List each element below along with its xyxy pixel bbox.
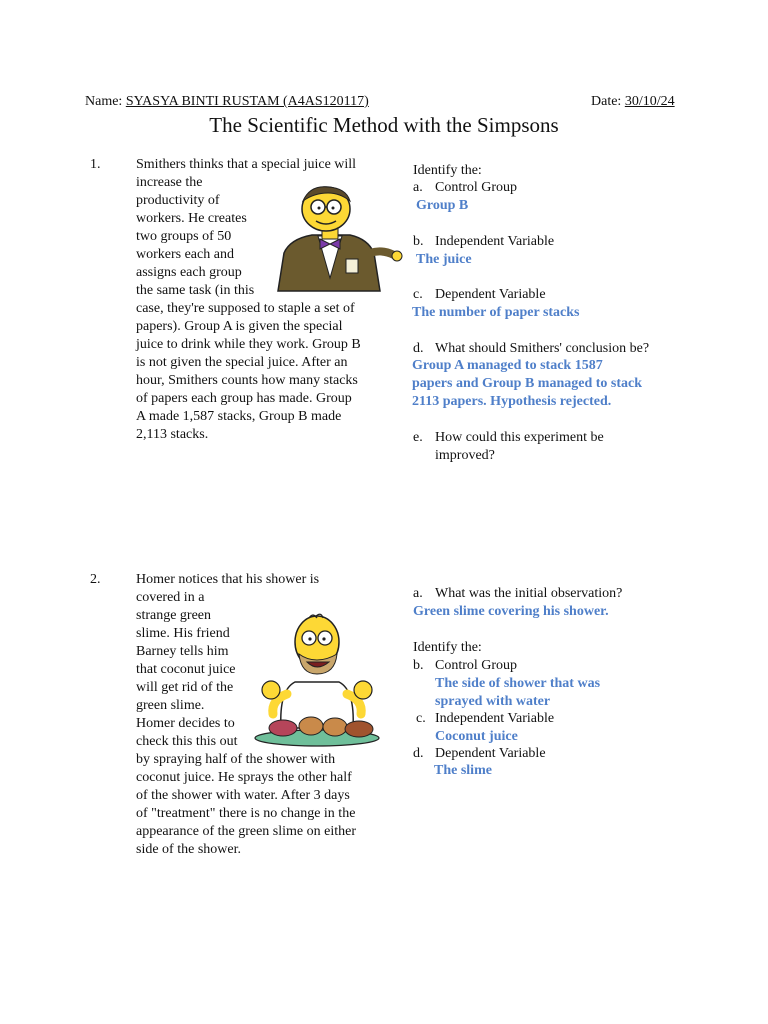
q2-d-answer: The slime (434, 763, 492, 778)
q2-line: slime. His friend (136, 626, 230, 641)
q2-a-label: What was the initial observation? (435, 586, 623, 601)
smithers-illustration (270, 183, 405, 293)
q1-line: productivity of (136, 193, 220, 208)
q2-line: covered in a (136, 590, 205, 605)
q2-a-marker: a. (413, 586, 423, 601)
q1-identify-label: Identify the: (413, 163, 482, 178)
q1-line: the same task (in this (136, 283, 255, 298)
q1-d-answer-line: Group A managed to stack 1587 (412, 358, 603, 373)
q1-b-marker: b. (413, 234, 424, 249)
homer-illustration (251, 610, 383, 750)
q1-line: is not given the special juice. After an (136, 355, 348, 370)
q2-b-answer (435, 675, 685, 711)
q1-a-label: Control Group (435, 180, 518, 195)
q1-a-marker: a. (413, 180, 423, 195)
student-name: SYASYA BINTI RUSTAM (A4AS120117) (125, 94, 369, 109)
q1-line: papers). Group A is given the special (136, 319, 343, 334)
q2-b-answer-line: sprayed with water (435, 694, 551, 709)
q1-d-marker: d. (413, 341, 424, 356)
q2-d-label: Dependent Variable (435, 746, 546, 761)
q2-line: green slime. (136, 698, 205, 713)
q1-line: hour, Smithers counts how many stacks (136, 373, 358, 388)
q1-e-label-line: improved? (435, 448, 495, 463)
q2-b-answer-line: The side of shower that was (435, 676, 601, 691)
q2-line: Homer notices that his shower is (136, 572, 320, 587)
q1-a-answer: Group B (416, 198, 469, 213)
page-title: The Scientific Method with the Simpsons (209, 113, 559, 137)
q1-line: assigns each group (136, 265, 242, 280)
q2-number: 2. (90, 572, 101, 587)
q1-c-label: Dependent Variable (435, 287, 546, 302)
q2-c-label: Independent Variable (435, 711, 555, 726)
q1-line: A made 1,587 stacks, Group B made (136, 409, 342, 424)
q1-line: Smithers thinks that a special juice will (136, 157, 357, 172)
q2-line: by spraying half of the shower with (136, 752, 336, 767)
q1-d-answer-line: papers and Group B managed to stack (412, 376, 643, 391)
q1-b-label: Independent Variable (435, 234, 555, 249)
q1-line: of papers each group has made. Group (136, 391, 352, 406)
q2-b-label: Control Group (435, 658, 518, 673)
q1-e-label (435, 429, 604, 465)
q2-line: of the shower with water. After 3 days (136, 788, 350, 803)
q2-line: strange green (136, 608, 212, 623)
q1-line: increase the (136, 175, 203, 190)
q1-b-answer: The juice (416, 252, 472, 267)
q2-line: coconut juice. He sprays the other half (136, 770, 352, 785)
q1-line: workers. He creates (136, 211, 247, 226)
q1-line: two groups of 50 (136, 229, 232, 244)
q1-line: workers each and (136, 247, 234, 262)
q2-line: of "treatment" there is no change in the (136, 806, 356, 821)
q2-c-marker: c. (416, 711, 426, 726)
name-label: Name: (85, 94, 123, 109)
q2-line: check this this out (136, 734, 238, 749)
q2-a-answer: Green slime covering his shower. (413, 604, 609, 619)
q1-d-answer (412, 357, 682, 411)
name-line (85, 93, 369, 111)
q1-d-answer-line: 2113 papers. Hypothesis rejected. (412, 394, 612, 409)
q2-c-answer: Coconut juice (435, 729, 518, 744)
q2-line: Barney tells him (136, 644, 229, 659)
date-line (591, 93, 675, 111)
q2-line: that coconut juice (136, 662, 236, 677)
q1-c-answer: The number of paper stacks (412, 305, 580, 320)
q2-b-marker: b. (413, 658, 424, 673)
q1-e-marker: e. (413, 430, 423, 445)
date-value: 30/10/24 (624, 94, 675, 109)
q1-number: 1. (90, 157, 101, 172)
q2-line: appearance of the green slime on either (136, 824, 357, 839)
date-label: Date: (591, 94, 622, 109)
q2-line: Homer decides to (136, 716, 235, 731)
q1-e-label-line: How could this experiment be (435, 430, 604, 445)
q1-c-marker: c. (413, 287, 423, 302)
q1-line: 2,113 stacks. (136, 427, 209, 442)
q2-d-marker: d. (413, 746, 424, 761)
q1-line: case, they're supposed to staple a set of (136, 301, 355, 316)
q2-line: will get rid of the (136, 680, 234, 695)
q2-line: side of the shower. (136, 842, 241, 857)
q1-d-label: What should Smithers' conclusion be? (435, 341, 650, 356)
q1-line: juice to drink while they work. Group B (136, 337, 361, 352)
q2-identify-label: Identify the: (413, 640, 482, 655)
